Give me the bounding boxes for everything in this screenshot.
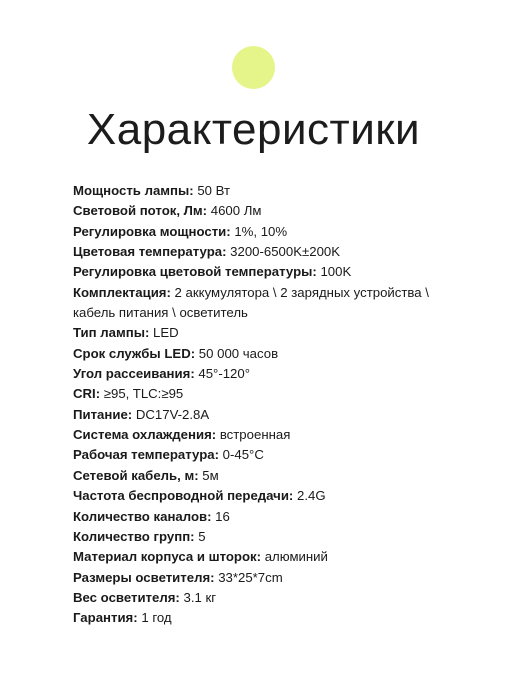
spec-item — [73, 527, 473, 547]
spec-label: Комплектация: — [73, 284, 171, 300]
spec-label: Система охлаждения: — [73, 427, 217, 443]
spec-value: 5м — [198, 467, 219, 483]
spec-value: встроенная — [216, 427, 291, 443]
spec-label: Количество каналов: — [73, 508, 212, 524]
spec-value-continuation: кабель питания \ осветитель — [73, 305, 248, 321]
spec-label: Гарантия: — [73, 610, 138, 626]
spec-item — [73, 445, 473, 465]
spec-item — [73, 405, 473, 425]
spec-label: Угол рассеивания: — [73, 366, 195, 382]
spec-label: Вес осветителя: — [73, 589, 180, 605]
spec-value: DC17V-2.8A — [132, 406, 210, 422]
spec-value: ≥95, TLC:≥95 — [100, 386, 184, 402]
spec-list — [73, 181, 473, 629]
spec-item — [73, 262, 473, 282]
spec-label: Материал корпуса и шторок: — [73, 549, 262, 565]
spec-item — [73, 242, 473, 262]
spec-value: 3200-6500K±200K — [226, 244, 341, 260]
spec-value: 16 — [211, 508, 230, 524]
accent-dot — [232, 46, 275, 89]
spec-value: 2.4G — [293, 488, 326, 504]
spec-label: Частота беспроводной передачи: — [73, 488, 294, 504]
spec-value: 3.1 кг — [179, 589, 217, 605]
spec-label: Срок службы LED: — [73, 345, 196, 361]
spec-item — [73, 364, 473, 384]
spec-item — [73, 425, 473, 445]
spec-item — [73, 181, 473, 201]
spec-label: Световой поток, Лм: — [73, 203, 208, 219]
spec-item — [73, 466, 473, 486]
spec-value: 4600 Лм — [207, 203, 262, 219]
spec-label: Регулировка мощности: — [73, 223, 231, 239]
spec-value: 2 аккумулятора \ 2 зарядных устройства \ — [170, 284, 429, 300]
spec-label: Регулировка цветовой температуры: — [73, 264, 317, 280]
spec-value: алюминий — [261, 549, 328, 565]
spec-value: 50 000 часов — [195, 345, 279, 361]
spec-label: CRI: — [73, 386, 101, 402]
spec-item — [73, 507, 473, 527]
spec-item — [73, 568, 473, 588]
spec-value: 5 — [194, 528, 206, 544]
spec-value: 100K — [316, 264, 352, 280]
spec-label: Количество групп: — [73, 528, 195, 544]
spec-item — [73, 547, 473, 567]
spec-item — [73, 323, 473, 343]
spec-item — [73, 222, 473, 242]
spec-label: Размеры осветителя: — [73, 569, 215, 585]
spec-item — [73, 384, 473, 404]
spec-label: Питание: — [73, 406, 133, 422]
spec-value: 45°-120° — [194, 366, 250, 382]
spec-item — [73, 608, 473, 628]
spec-item — [73, 588, 473, 608]
page-title: Характеристики — [86, 105, 421, 154]
spec-label: Сетевой кабель, м: — [73, 467, 199, 483]
spec-value: 33*25*7cm — [214, 569, 283, 585]
spec-value: LED — [149, 325, 179, 341]
spec-value: 1 год — [137, 610, 172, 626]
spec-label: Цветовая температура: — [73, 244, 227, 260]
spec-item — [73, 344, 473, 364]
spec-value: 0-45°C — [218, 447, 264, 463]
spec-item — [73, 486, 473, 506]
spec-label: Тип лампы: — [73, 325, 150, 341]
spec-value: 1%, 10% — [230, 223, 288, 239]
spec-value: 50 Вт — [193, 183, 231, 198]
spec-label: Мощность лампы: — [73, 183, 194, 198]
spec-item — [73, 283, 473, 324]
spec-label: Рабочая температура: — [73, 447, 219, 463]
spec-item — [73, 201, 473, 221]
